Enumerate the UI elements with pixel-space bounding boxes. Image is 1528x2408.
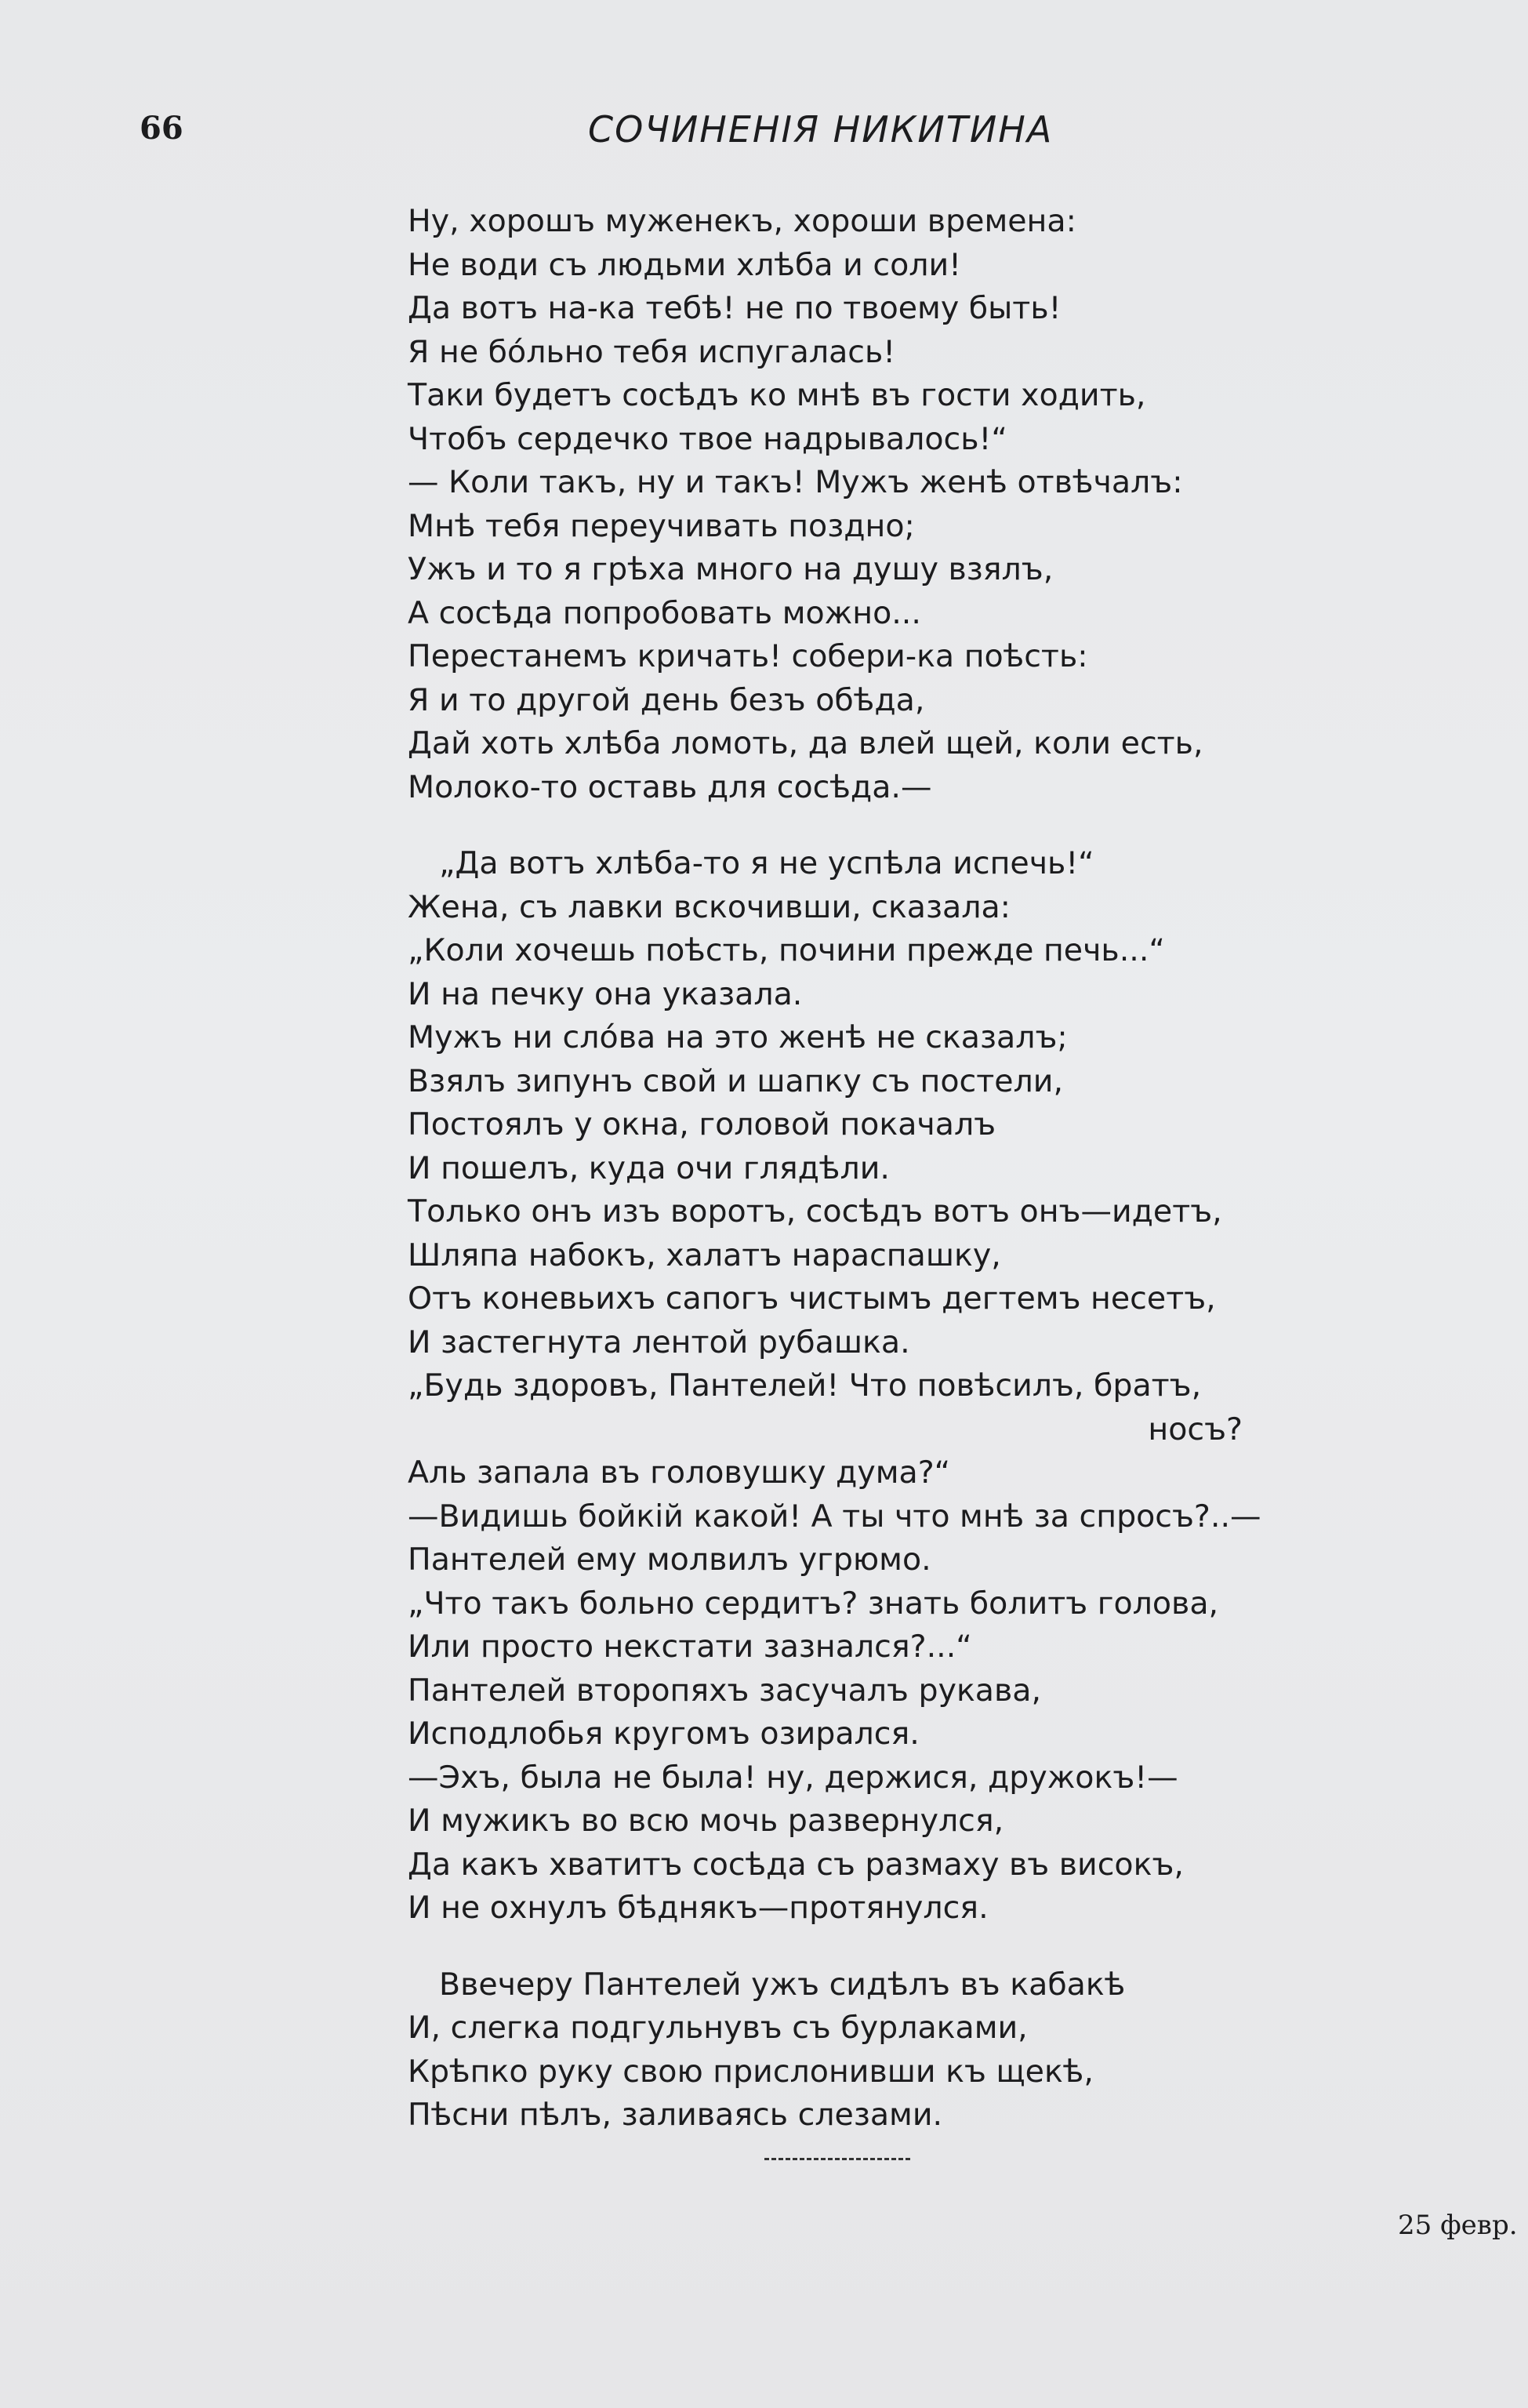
verse-line-continuation: носъ? [1148,1411,1243,1447]
verse-line: Только онъ изъ воротъ, сосѣдъ вотъ онъ—идетъ, [408,1193,1222,1229]
verse-line: „Будь здоровъ, Пантелей! Что повѣсилъ, братъ, [408,1367,1202,1404]
verse-line: Перестанемъ кричать! собери-ка поѣсть: [408,638,1088,674]
verse-line: Аль запала въ головушку дума?“ [408,1455,951,1491]
verse-line: Да какъ хватитъ сосѣда съ размаху въ високъ, [408,1846,1184,1883]
verse-line: Я и то другой день безъ обѣда, [408,681,925,718]
verse-line: Исподлобья кругомъ озирался. [408,1716,920,1752]
verse-line: А сосѣда попробовать можно... [408,594,921,631]
section-separator [764,2158,910,2163]
verse-line: И, слегка подгульнувъ съ бурлаками, [408,2010,1028,2046]
verse-line: Или просто некстати зазнался?...“ [408,1629,972,1665]
stanza-3 [408,1963,1309,2137]
verse-line: Отъ коневьихъ сапогъ чистымъ дегтемъ несетъ, [408,1280,1216,1317]
stanza-1 [408,200,1309,809]
running-title: СОЧИНЕНІЯ НИКИТИНА [588,108,1054,151]
verse-line: И пошелъ, куда очи глядѣли. [408,1150,890,1186]
stanza-gap [408,1930,1309,1963]
verse-line: И на печку она указала. [408,975,803,1012]
verse-line: Да вотъ на-ка тебѣ! не по твоему быть! [408,290,1062,326]
verse-line: Таки будетъ сосѣдъ ко мнѣ въ гости ходить, [408,377,1146,413]
verse-line: —Эхъ, была не была! ну, держися, дружокъ!— [408,1759,1178,1796]
verse-line: Пѣсни пѣлъ, заливаясь слезами. [408,2097,943,2133]
verse-line: И мужикъ во всю мочь развернулся, [408,1803,1004,1839]
verse-line: И не охнулъ бѣднякъ—протянулся. [408,1890,989,1926]
verse-line: Ввечеру Пантелей ужъ сидѣлъ въ кабакѣ [439,1966,1126,2003]
verse-line: Чтобъ сердечко твое надрывалось!“ [408,420,1007,457]
verse-line: —Видишь бойкій какой! А ты что мнѣ за спросъ?..— [408,1498,1261,1535]
verse-line: Крѣпко руку свою прислонивши къ щекѣ, [408,2053,1094,2090]
verse-line: Постоялъ у окна, головой покачалъ [408,1106,996,1142]
verse-line: Не води съ людьми хлѣба и соли! [408,246,961,283]
verse-line: „Да вотъ хлѣба-то я не успѣла испечь!“ [439,845,1094,881]
verse-line: Мужъ ни сло́ва на это женѣ не сказалъ; [408,1019,1068,1055]
verse-line: — Коли такъ, ну и такъ! Мужъ женѣ отвѣчалъ: [408,464,1183,500]
verse-line: Жена, съ лавки вскочивши, сказала: [408,888,1011,925]
verse-line: Я не бо́льно тебя испугалась! [408,333,896,370]
verse-line: Дай хоть хлѣба ломоть, да влей щей, коли есть, [408,725,1203,761]
verse-line: Пантелей ему молвилъ угрюмо. [408,1542,931,1578]
verse-line: „Коли хочешь поѣсть, почини прежде печь...“ [408,932,1165,968]
verse-line: Ужъ и то я грѣха много на душу взялъ, [408,551,1054,587]
page-number: 66 [140,110,183,147]
stanza-gap [408,809,1309,842]
verse-line: Шляпа набокъ, халатъ нараспашку, [408,1237,1001,1273]
verse-line: Молоко-то оставь для сосѣда.— [408,768,932,805]
date-note: 25 февр. [1398,2210,1518,2241]
stanza-2 [408,842,1309,1930]
verse-line: Ну, хорошъ муженекъ, хороши времена: [408,203,1076,239]
verse-line: Взялъ зипунъ свой и шапку съ постели, [408,1062,1063,1099]
verse-line: Мнѣ тебя переучивать поздно; [408,507,915,544]
verse-line: Пантелей второпяхъ засучалъ рукава, [408,1672,1042,1709]
poem-text [408,200,1309,2137]
verse-line: И застегнута лентой рубашка. [408,1324,910,1360]
verse-line: „Что такъ больно сердитъ? знать болитъ голова, [408,1585,1219,1622]
